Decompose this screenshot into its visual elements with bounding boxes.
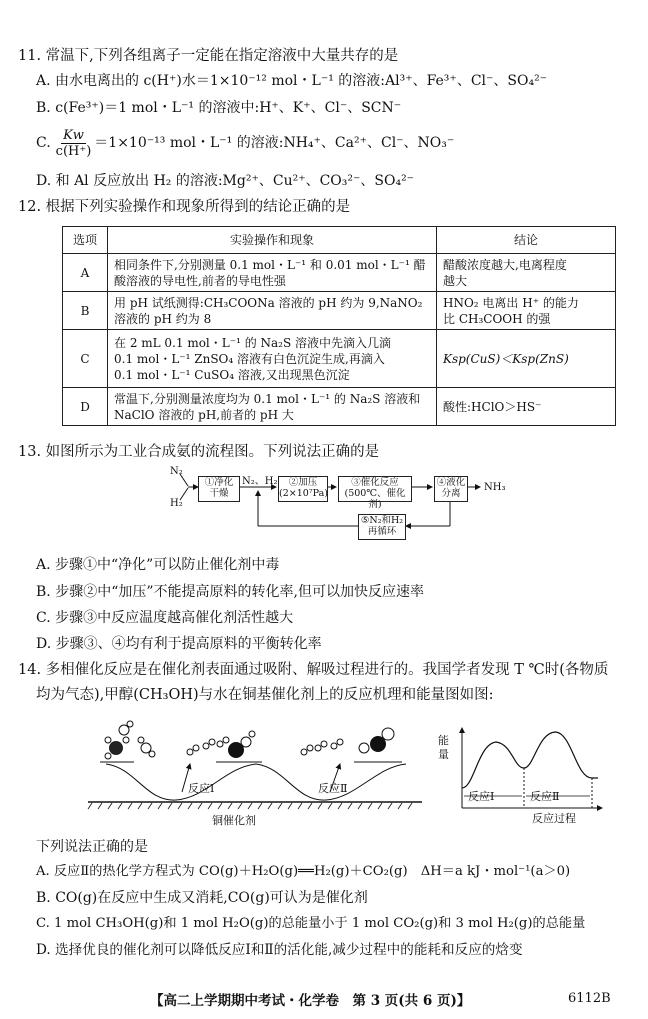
q14-option-b: B. CO(g)在反应中生成又消耗,CO(g)可认为是催化剂 [36,890,368,906]
q12-row-a-con-line1: 醋酸浓度越大,电离程度 [443,257,567,272]
q13-flow-box-recycle [358,514,406,540]
q11-option-a: A. 由水电离出的 c(H⁺)水＝1×10⁻¹² mol・L⁻¹ 的溶液:Al³⁺、Fe³⁺、Cl⁻、SO₄²⁻ [36,73,548,89]
q14-fig-catalyst-label: 铜催化剂 [212,814,256,827]
q12-row-b-option: B [63,292,108,330]
q12-row-a-op-line1: 相同条件下,分别测量 0.1 mol・L⁻¹ 和 0.01 mol・L⁻¹ 醋 [114,257,426,272]
q12-row-d-operation [108,388,437,426]
q14-graph-reaction1-label: 反应Ⅰ [468,790,495,803]
q12-row-d-con-line1: 酸性:HClO＞HS⁻ [443,399,542,414]
q12-row-d-conclusion [437,388,616,426]
q14-graph-ylabel-2: 量 [438,748,449,761]
q14-energy-graph [452,724,608,824]
q14-option-c: C. 1 mol CH₃OH(g)和 1 mol H₂O(g)的总能量小于 1 mol CO₂(g)和 3 mol H₂(g)的总能量 [36,916,586,931]
paper-code: 6112B [568,991,611,1006]
q13-flow-input-n2: N₂ [170,466,183,477]
q12-row-c-operation [108,330,437,388]
q12-row-a-operation [108,254,437,292]
q13-flow-box3-line1: ③催化反应 [351,477,399,488]
q12-row-b-con-line1: HNO₂ 电离出 H⁺ 的能力 [443,295,579,310]
q13-option-c: C. 步骤③中反应温度越高催化剂活性越大 [36,610,294,626]
q11-fraction-denominator: c(H⁺) [55,143,92,159]
q12-row-c-conclusion [437,330,616,388]
q12-row-a-option: A [63,254,108,292]
q11-fraction [56,128,92,159]
q13-flow-box3-line2: (500℃、催化剂) [344,488,406,510]
q13-flow-mid-label: N₂、H₂ [242,476,278,487]
q12-row-a-conclusion [437,254,616,292]
q14-molecule-group1-icon [187,731,262,762]
q13-option-d: D. 步骤③、④均有利于提高原料的平衡转化率 [36,636,322,652]
q12-row-b-operation [108,292,437,330]
q13-option-b: B. 步骤②中“加压”不能提高原料的转化率,但可以加快反应速率 [36,584,424,600]
q12-row-c-con-line1: Ksp(CuS)＜Ksp(ZnS) [443,351,569,366]
q12-row-b-op-line2: 溶液的 pH 约为 8 [114,311,212,326]
q13-flow-box1-line1: ①净化 [204,477,234,488]
page-footer: 【高二上学期期中考试・化学卷 第 3 页(共 6 页)】 [150,993,471,1009]
q14-stem-line1: 14. 多相催化反应是在催化剂表面通过吸附、解吸过程进行的。我国学者发现 T ℃时(各物质 [18,662,609,678]
q14-graph-ylabel-1: 能 [438,734,449,747]
q12-header-operation: 实验操作和现象 [108,227,437,254]
q12-row-c-op-line3: 0.1 mol・L⁻¹ CuSO₄ 溶液,又出现黑色沉淀 [114,367,350,382]
q13-flow-box5-line2: 再循环 [367,526,397,537]
q12-header-conclusion: 结论 [437,227,616,254]
q14-mechanism-figure [86,712,426,830]
q13-flow-box-catalysis [338,476,412,510]
q14-option-a: A. 反应Ⅱ的热化学方程式为 CO(g)＋H₂O(g)══H₂(g)＋CO₂(g) ΔH＝a kJ・mol⁻¹(a＞0) [36,864,571,879]
q12-row-a-con-line2: 越大 [443,273,468,288]
q14-molecule-methanol-icon [100,721,134,762]
q14-prompt: 下列说法正确的是 [36,839,148,855]
q12-row-d [63,388,616,426]
q12-row-a-op-line2: 酸溶液的导电性,前者的导电性强 [114,273,286,288]
q14-stem-line2: 均为气态),甲醇(CH₃OH)与水在铜基催化剂上的反应机理和能量图如图: [36,687,494,703]
q12-row-a [63,254,616,292]
q12-row-d-option: D [63,388,108,426]
q12-row-d-op-line1: 常温下,分别测量浓度均为 0.1 mol・L⁻¹ 的 Na₂S 溶液和 [114,391,421,406]
q14-fig-reaction2-label: 反应Ⅱ [318,782,348,795]
q11-fraction-numerator: Kw [63,127,84,143]
q12-row-d-op-line2: NaClO 溶液的 pH,前者的 pH 大 [114,407,294,422]
q13-flow-box2-line1: ②加压 [288,477,318,488]
q13-flow-box1-line2: 干燥 [209,488,229,499]
q13-flow-output: NH₃ [484,482,506,493]
q12-row-c [63,330,616,388]
q14-graph-reaction2-label: 反应Ⅱ [530,790,560,803]
q12-stem: 12. 根据下列实验操作和现象所得到的结论正确的是 [18,199,351,215]
q13-flow-input-h2: H₂ [170,498,183,509]
q11-stem: 11. 常温下,下列各组离子一定能在指定溶液中大量共存的是 [18,48,399,64]
q12-table-header [63,227,616,254]
q13-flow-box-liquefy [434,476,468,502]
q13-flow-box-purify [198,476,240,502]
q12-row-b [63,292,616,330]
q12-row-b-conclusion [437,292,616,330]
q11-option-c [36,126,454,160]
q14-fig-reaction1-label: 反应Ⅰ [188,782,215,795]
q11-option-c-rest: ＝1×10⁻¹³ mol・L⁻¹ 的溶液:NH₄⁺、Ca²⁺、Cl⁻、NO₃⁻ [94,135,455,151]
q12-row-b-op-line1: 用 pH 试纸测得:CH₃COONa 溶液的 pH 约为 9,NaNO₂ [114,295,423,310]
q14-molecule-group2-icon [301,728,402,762]
q13-flow-box4-line1: ④液化 [436,477,466,488]
q14-molecule-water-icon [138,737,155,757]
q13-flow-box4-line2: 分离 [441,488,461,499]
q11-option-b: B. c(Fe³⁺)＝1 mol・L⁻¹ 的溶液中:H⁺、K⁺、Cl⁻、SCN⁻ [36,100,402,116]
q14-graph-xlabel: 反应过程 [532,812,576,825]
q13-option-a: A. 步骤①中“净化”可以防止催化剂中毒 [36,557,280,573]
q13-flow-box-pressurize [278,476,328,502]
q12-row-c-op-line1: 在 2 mL 0.1 mol・L⁻¹ 的 Na₂S 溶液中先滴入几滴 [114,335,392,350]
q11-option-d: D. 和 Al 反应放出 H₂ 的溶液:Mg²⁺、Cu²⁺、CO₃²⁻、SO₄²⁻ [36,173,415,189]
q13-flow-box2-line2: (2×10⁷Pa) [279,488,328,499]
q14-option-d: D. 选择优良的催化剂可以降低反应Ⅰ和Ⅱ的活化能,减少过程中的能耗和反应的焓变 [36,942,523,958]
q13-flow-box5-line1: ⑤N₂和H₂ [360,515,404,526]
q12-row-c-op-line2: 0.1 mol・L⁻¹ ZnSO₄ 溶液有白色沉淀生成,再滴入 [114,351,385,366]
q12-header-option: 选项 [63,227,108,254]
q13-stem: 13. 如图所示为工业合成氨的流程图。下列说法正确的是 [18,444,380,460]
q12-row-b-con-line2: 比 CH₃COOH 的强 [443,311,551,326]
q11-option-c-prefix: C. [36,135,51,151]
q12-table [62,226,616,426]
q12-row-c-option: C [63,330,108,388]
